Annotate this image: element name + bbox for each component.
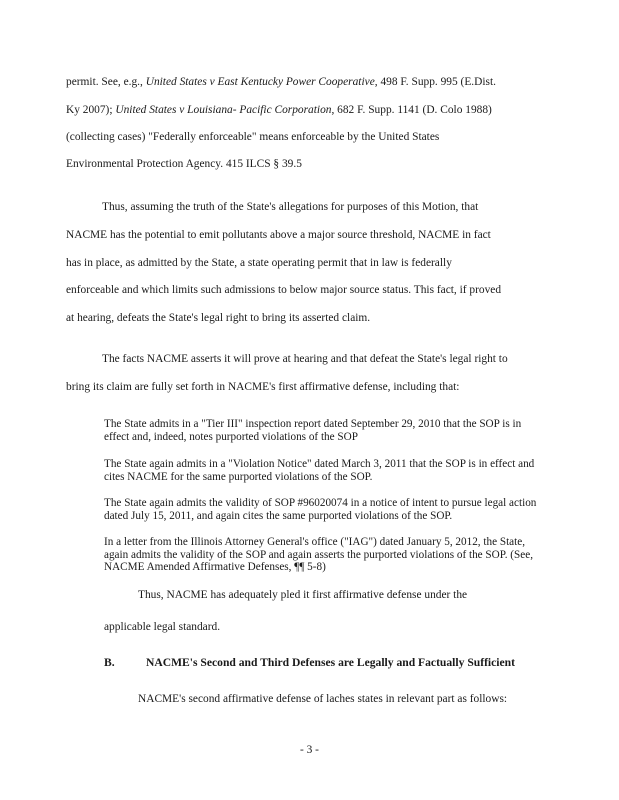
body-line: at hearing, defeats the State's legal right to bring its asserted claim. <box>66 312 371 324</box>
body-line: permit. See, e.g., United States v East Kentucky Power Cooperative, 498 F. Supp. 995 (E.Dist. <box>66 76 496 88</box>
body-line: Thus, assuming the truth of the State's allegations for purposes of this Motion, that <box>102 201 479 213</box>
body-line: Ky 2007); United States v Louisiana- Pacific Corporation, 682 F. Supp. 1141 (D. Colo 1988) <box>66 104 492 116</box>
body-line: has in place, as admitted by the State, a state operating permit that in law is federally <box>66 257 452 269</box>
block-quote: In a letter from the Illinois Attorney General's office ("IAG") dated January 5, 2012, the State, again admits the validity of the SOP and again asserts the purported violations of the SOP. (See, NACME Amended Affirmative Defenses, ¶¶ 5-8) <box>104 536 533 573</box>
case-name: United States v East Kentucky Power Cooperative <box>145 76 375 88</box>
page-number: - 3 - <box>300 744 319 756</box>
body-line: The facts NACME asserts it will prove at hearing and that defeat the State's legal right to <box>102 353 508 365</box>
body-line: NACME's second affirmative defense of laches states in relevant part as follows: <box>138 693 508 705</box>
body-line: NACME has the potential to emit pollutants above a major source threshold, NACME in fact <box>66 229 491 241</box>
case-name: United States v Louisiana- Pacific Corporation <box>115 104 332 116</box>
body-line: applicable legal standard. <box>104 621 221 633</box>
block-quote: The State admits in a "Tier III" inspection report dated September 29, 2010 that the SOP is in effect and, indeed, notes purported violations of the SOP <box>104 418 522 443</box>
block-quote: The State again admits in a "Violation Notice" dated March 3, 2011 that the SOP is in effect and cites NACME for the same purported violations of the SOP. <box>104 458 535 483</box>
body-line: bring its claim are fully set forth in NACME's first affirmative defense, including that: <box>66 381 460 393</box>
section-heading: NACME's Second and Third Defenses are Legally and Factually Sufficient <box>146 656 515 669</box>
body-line: Environmental Protection Agency. 415 ILCS § 39.5 <box>66 158 302 170</box>
body-line: (collecting cases) "Federally enforceable" means enforceable by the United States <box>66 131 440 143</box>
block-quote: The State again admits the validity of SOP #96020074 in a notice of intent to pursue legal action dated July 15, 2011, and again cites the same purported violations of the SOP. <box>104 497 537 522</box>
body-line: enforceable and which limits such admissions to below major source status. This fact, if proved <box>66 284 502 296</box>
body-line: Thus, NACME has adequately pled it first affirmative defense under the <box>138 589 468 601</box>
section-heading-letter: B. <box>104 656 115 669</box>
